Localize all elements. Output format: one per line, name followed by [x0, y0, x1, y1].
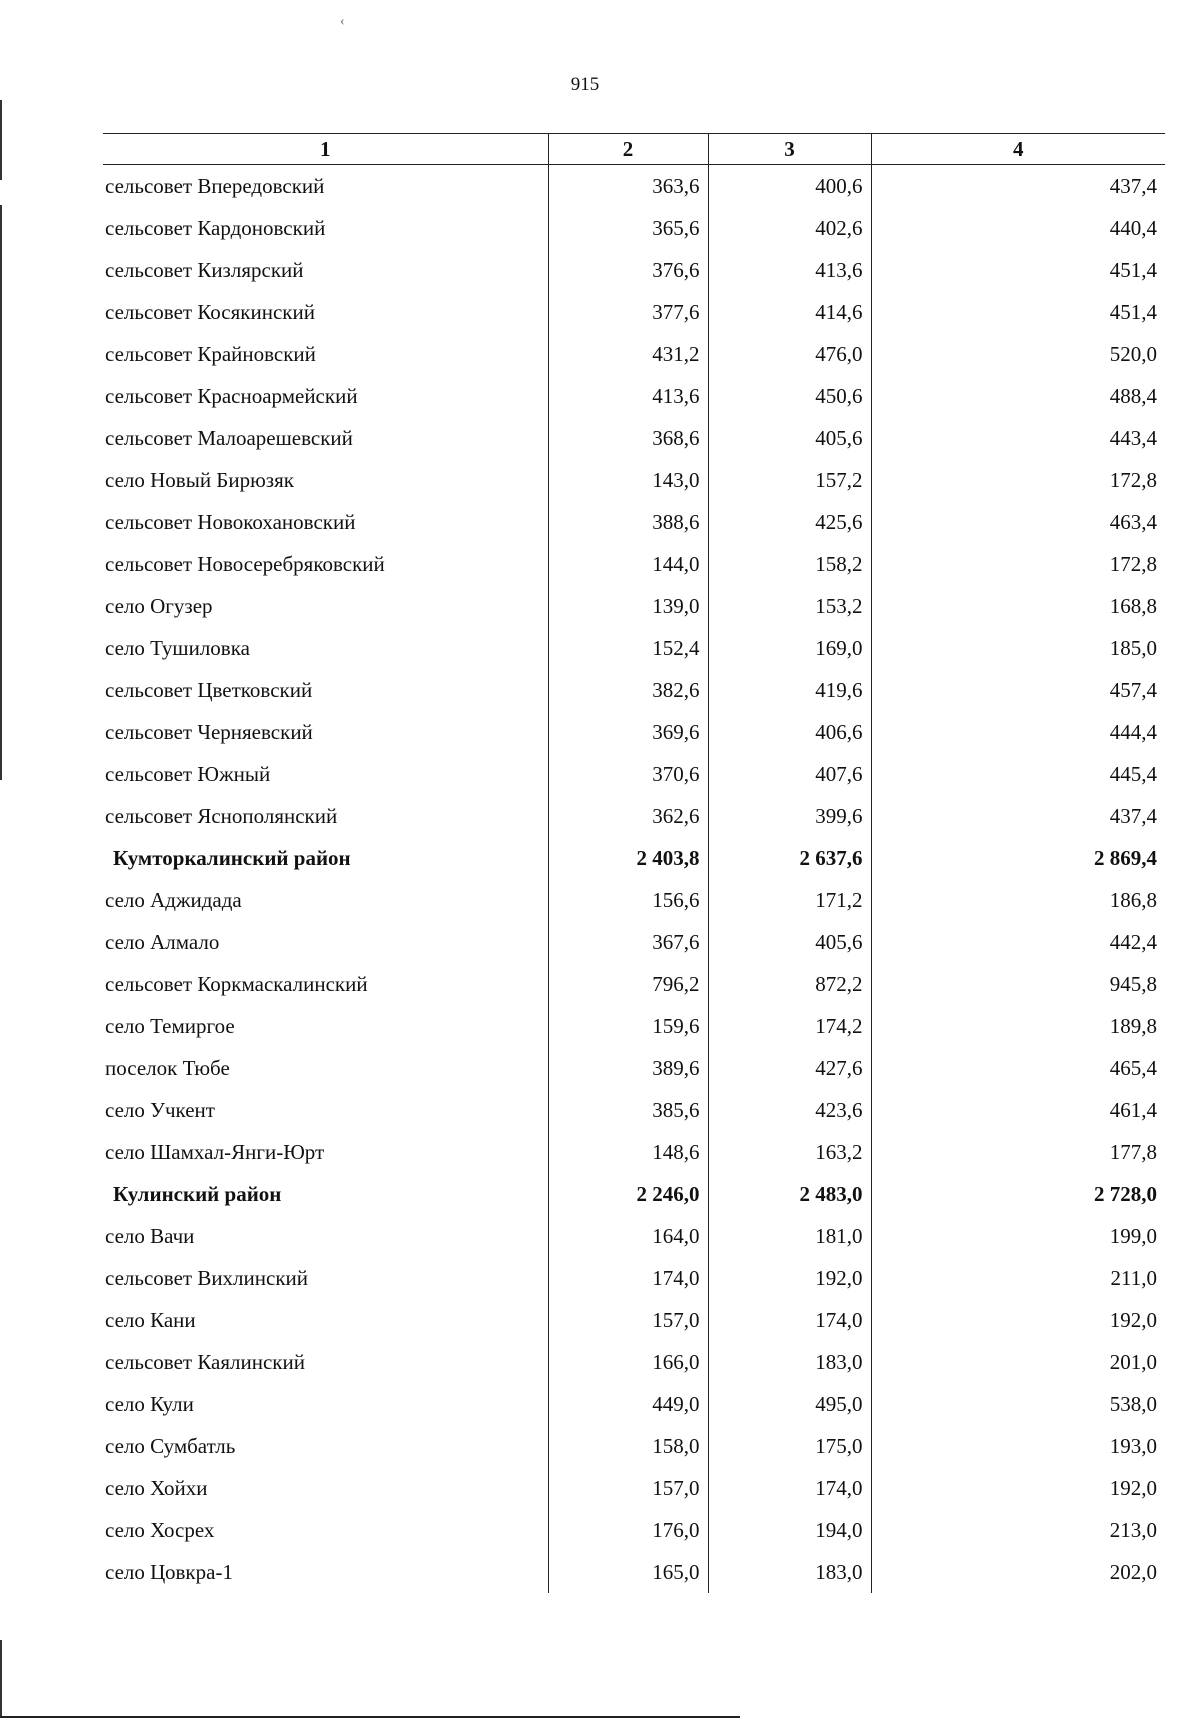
col4-value-cell: 488,4 [871, 375, 1165, 417]
col4-value-cell: 463,4 [871, 501, 1165, 543]
row-name-cell: сельсовет Кардоновский [105, 215, 326, 240]
row-name-cell: поселок Тюбе [105, 1055, 230, 1080]
col3-value-cell: 174,0 [708, 1467, 871, 1509]
col4-value-cell: 168,8 [871, 585, 1165, 627]
row-name-cell: село Учкент [105, 1097, 215, 1122]
table-row [103, 963, 1165, 1005]
row-name-cell: сельсовет Южный [105, 761, 271, 786]
col4-value-cell: 465,4 [871, 1047, 1165, 1089]
col4-value-cell: 945,8 [871, 963, 1165, 1005]
col4-value-cell: 437,4 [871, 165, 1165, 208]
row-name-cell: сельсовет Новокохановский [105, 509, 356, 534]
col3-value-cell: 174,0 [708, 1299, 871, 1341]
col3-value-cell: 407,6 [708, 753, 871, 795]
col2-value-cell: 139,0 [548, 585, 708, 627]
col2-value-cell: 369,6 [548, 711, 708, 753]
table-row [103, 291, 1165, 333]
col4-value-cell: 440,4 [871, 207, 1165, 249]
table-body [103, 165, 1165, 1594]
col4-value-cell: 213,0 [871, 1509, 1165, 1551]
table-row [103, 165, 1165, 208]
table-row [103, 417, 1165, 459]
table-row [103, 1047, 1165, 1089]
row-name-cell: сельсовет Цветковский [105, 677, 313, 702]
table-row [103, 627, 1165, 669]
col2-value-cell: 382,6 [548, 669, 708, 711]
row-name-cell: село Кули [105, 1391, 194, 1416]
col4-value-cell: 520,0 [871, 333, 1165, 375]
col3-value-cell: 414,6 [708, 291, 871, 333]
row-name-cell: сельсовет Косякинский [105, 299, 315, 324]
col3-value-cell: 158,2 [708, 543, 871, 585]
col2-value-cell: 159,6 [548, 1005, 708, 1047]
col2-value-cell: 2 246,0 [548, 1173, 708, 1215]
scan-edge-line [0, 1640, 2, 1718]
col3-value-cell: 427,6 [708, 1047, 871, 1089]
col3-value-cell: 181,0 [708, 1215, 871, 1257]
table-row [103, 753, 1165, 795]
col4-value-cell: 443,4 [871, 417, 1165, 459]
col4-value-cell: 437,4 [871, 795, 1165, 837]
col2-value-cell: 367,6 [548, 921, 708, 963]
col2-value-cell: 377,6 [548, 291, 708, 333]
table-row [103, 249, 1165, 291]
col2-value-cell: 174,0 [548, 1257, 708, 1299]
table-row [103, 585, 1165, 627]
col4-value-cell: 192,0 [871, 1299, 1165, 1341]
col2-value-cell: 431,2 [548, 333, 708, 375]
col2-value-cell: 385,6 [548, 1089, 708, 1131]
col2-value-cell: 2 403,8 [548, 837, 708, 879]
col3-value-cell: 153,2 [708, 585, 871, 627]
col2-value-cell: 143,0 [548, 459, 708, 501]
col4-value-cell: 172,8 [871, 543, 1165, 585]
col4-value-cell: 451,4 [871, 249, 1165, 291]
row-name-cell: сельсовет Красноармейский [105, 383, 358, 408]
column-header: 4 [871, 134, 1165, 165]
table-row [103, 669, 1165, 711]
row-name-cell: село Тушиловка [105, 635, 250, 660]
table-row [103, 543, 1165, 585]
col3-value-cell: 174,2 [708, 1005, 871, 1047]
col2-value-cell: 164,0 [548, 1215, 708, 1257]
col4-value-cell: 192,0 [871, 1467, 1165, 1509]
col2-value-cell: 363,6 [548, 165, 708, 208]
col3-value-cell: 2 483,0 [708, 1173, 871, 1215]
bottom-rule [0, 1716, 740, 1718]
col4-value-cell: 172,8 [871, 459, 1165, 501]
col2-value-cell: 413,6 [548, 375, 708, 417]
col4-value-cell: 461,4 [871, 1089, 1165, 1131]
col4-value-cell: 538,0 [871, 1383, 1165, 1425]
col3-value-cell: 423,6 [708, 1089, 871, 1131]
col2-value-cell: 165,0 [548, 1551, 708, 1593]
table-row [103, 1341, 1165, 1383]
col2-value-cell: 156,6 [548, 879, 708, 921]
table-row [103, 333, 1165, 375]
col4-value-cell: 201,0 [871, 1341, 1165, 1383]
row-name-cell: село Хосрех [105, 1517, 215, 1542]
col2-value-cell: 388,6 [548, 501, 708, 543]
col2-value-cell: 176,0 [548, 1509, 708, 1551]
col2-value-cell: 157,0 [548, 1299, 708, 1341]
col3-value-cell: 405,6 [708, 921, 871, 963]
col4-value-cell: 189,8 [871, 1005, 1165, 1047]
col3-value-cell: 872,2 [708, 963, 871, 1005]
col4-value-cell: 211,0 [871, 1257, 1165, 1299]
col4-value-cell: 442,4 [871, 921, 1165, 963]
col3-value-cell: 399,6 [708, 795, 871, 837]
col3-value-cell: 402,6 [708, 207, 871, 249]
col3-value-cell: 413,6 [708, 249, 871, 291]
row-name-cell: село Алмало [105, 929, 220, 954]
table-row [103, 1383, 1165, 1425]
col4-value-cell: 2 728,0 [871, 1173, 1165, 1215]
row-name-cell: Кумторкалинский район [113, 845, 351, 870]
scan-tick-mark: ‹ [340, 14, 345, 29]
col3-value-cell: 183,0 [708, 1551, 871, 1593]
col3-value-cell: 476,0 [708, 333, 871, 375]
table-row [103, 1257, 1165, 1299]
district-total-row [103, 1173, 1165, 1215]
district-total-row [103, 837, 1165, 879]
row-name-cell: сельсовет Малоарешевский [105, 425, 353, 450]
col3-value-cell: 405,6 [708, 417, 871, 459]
column-header: 2 [548, 134, 708, 165]
table-row [103, 1005, 1165, 1047]
row-name-cell: сельсовет Вихлинский [105, 1265, 309, 1290]
col3-value-cell: 450,6 [708, 375, 871, 417]
header-row [103, 134, 1165, 165]
col3-value-cell: 171,2 [708, 879, 871, 921]
scan-edge-line [0, 100, 2, 180]
column-header: 1 [103, 134, 548, 165]
col4-value-cell: 444,4 [871, 711, 1165, 753]
row-name-cell: сельсовет Коркмаскалинский [105, 971, 368, 996]
row-name-cell: сельсовет Яснополянский [105, 803, 338, 828]
row-name-cell: сельсовет Каялинский [105, 1349, 305, 1374]
row-name-cell: село Новый Бирюзяк [105, 467, 294, 492]
table-row [103, 1425, 1165, 1467]
col2-value-cell: 376,6 [548, 249, 708, 291]
col4-value-cell: 199,0 [871, 1215, 1165, 1257]
col3-value-cell: 169,0 [708, 627, 871, 669]
col4-value-cell: 202,0 [871, 1551, 1165, 1593]
col3-value-cell: 406,6 [708, 711, 871, 753]
table-row [103, 1509, 1165, 1551]
row-name-cell: сельсовет Крайновский [105, 341, 316, 366]
row-name-cell: сельсовет Кизлярский [105, 257, 304, 282]
col3-value-cell: 2 637,6 [708, 837, 871, 879]
col4-value-cell: 457,4 [871, 669, 1165, 711]
table-row [103, 795, 1165, 837]
col2-value-cell: 370,6 [548, 753, 708, 795]
col4-value-cell: 2 869,4 [871, 837, 1165, 879]
row-name-cell: село Аджидада [105, 887, 242, 912]
row-name-cell: село Кани [105, 1307, 196, 1332]
col4-value-cell: 445,4 [871, 753, 1165, 795]
col4-value-cell: 185,0 [871, 627, 1165, 669]
row-name-cell: село Шамхал-Янги-Юрт [105, 1139, 325, 1164]
table-row [103, 1299, 1165, 1341]
col3-value-cell: 192,0 [708, 1257, 871, 1299]
table-row [103, 1467, 1165, 1509]
table-row [103, 459, 1165, 501]
row-name-cell: село Хойхи [105, 1475, 208, 1500]
row-name-cell: село Сумбатль [105, 1433, 236, 1458]
col3-value-cell: 495,0 [708, 1383, 871, 1425]
col2-value-cell: 148,6 [548, 1131, 708, 1173]
col3-value-cell: 175,0 [708, 1425, 871, 1467]
col4-value-cell: 193,0 [871, 1425, 1165, 1467]
data-table [103, 133, 1165, 1593]
table-row [103, 501, 1165, 543]
row-name-cell: село Огузер [105, 593, 213, 618]
row-name-cell: село Цовкра-1 [105, 1559, 233, 1584]
page-number: 915 [570, 74, 600, 95]
column-header: 3 [708, 134, 871, 165]
table-row [103, 1215, 1165, 1257]
table-row [103, 1089, 1165, 1131]
row-name-cell: сельсовет Черняевский [105, 719, 313, 744]
table-row [103, 1131, 1165, 1173]
row-name-cell: Кулинский район [113, 1181, 282, 1206]
col3-value-cell: 400,6 [708, 165, 871, 208]
col3-value-cell: 419,6 [708, 669, 871, 711]
col3-value-cell: 425,6 [708, 501, 871, 543]
col3-value-cell: 183,0 [708, 1341, 871, 1383]
col2-value-cell: 368,6 [548, 417, 708, 459]
col4-value-cell: 186,8 [871, 879, 1165, 921]
table-row [103, 375, 1165, 417]
col3-value-cell: 163,2 [708, 1131, 871, 1173]
table-row [103, 921, 1165, 963]
col4-value-cell: 451,4 [871, 291, 1165, 333]
row-name-cell: село Темиргое [105, 1013, 235, 1038]
col3-value-cell: 157,2 [708, 459, 871, 501]
table-row [103, 711, 1165, 753]
col3-value-cell: 194,0 [708, 1509, 871, 1551]
table-row [103, 1551, 1165, 1593]
row-name-cell: сельсовет Впередовский [105, 173, 325, 198]
col2-value-cell: 389,6 [548, 1047, 708, 1089]
col2-value-cell: 362,6 [548, 795, 708, 837]
col2-value-cell: 158,0 [548, 1425, 708, 1467]
col2-value-cell: 449,0 [548, 1383, 708, 1425]
table-row [103, 879, 1165, 921]
col2-value-cell: 796,2 [548, 963, 708, 1005]
col2-value-cell: 166,0 [548, 1341, 708, 1383]
row-name-cell: сельсовет Новосеребряковский [105, 551, 385, 576]
table-row [103, 207, 1165, 249]
col4-value-cell: 177,8 [871, 1131, 1165, 1173]
col2-value-cell: 157,0 [548, 1467, 708, 1509]
col2-value-cell: 152,4 [548, 627, 708, 669]
scan-edge-line [0, 205, 2, 780]
row-name-cell: село Вачи [105, 1223, 195, 1248]
col2-value-cell: 144,0 [548, 543, 708, 585]
col2-value-cell: 365,6 [548, 207, 708, 249]
